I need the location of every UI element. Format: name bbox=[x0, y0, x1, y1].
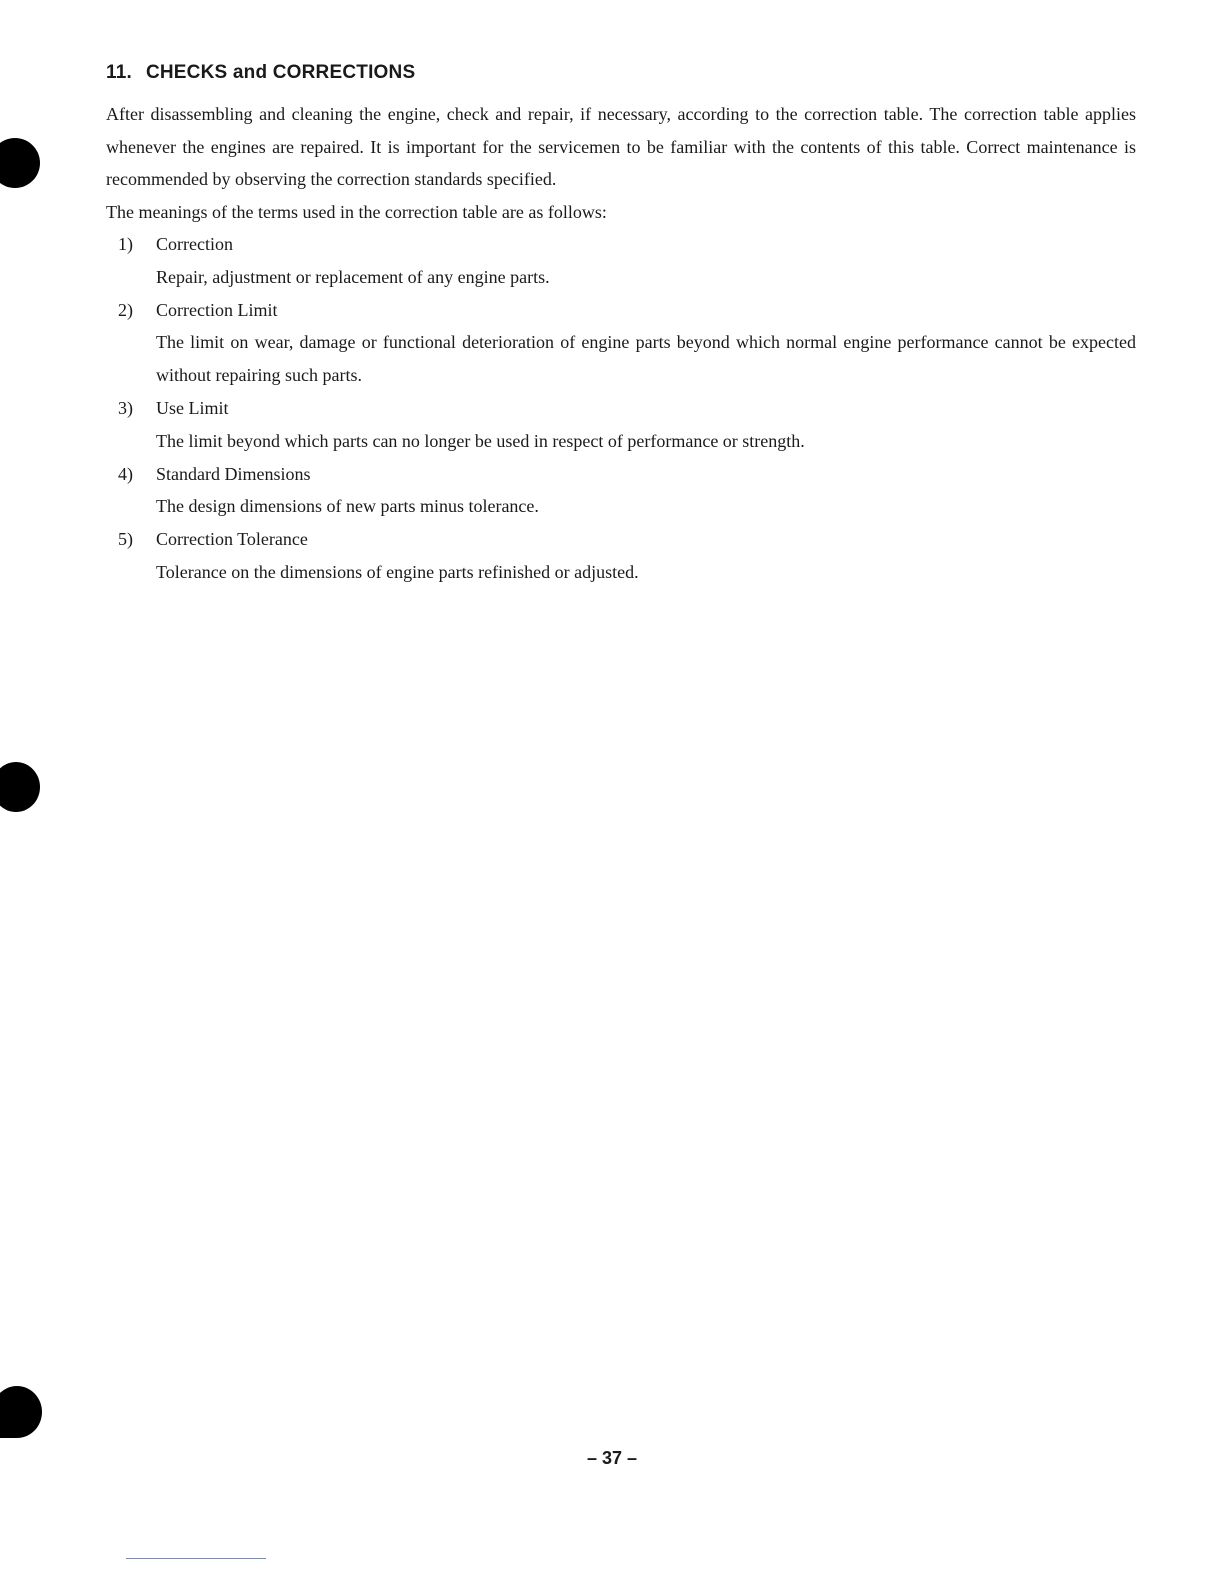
term-name: Standard Dimensions bbox=[156, 463, 311, 484]
term-item bbox=[106, 458, 1136, 524]
term-description: The limit on wear, damage or functional deterioration of engine parts beyond which normal engine performance cannot be expected without repairing such parts. bbox=[156, 332, 1136, 385]
term-number: 5) bbox=[118, 529, 133, 549]
term-description: Repair, adjustment or replacement of any engine parts. bbox=[156, 266, 550, 287]
punch-hole-bottom bbox=[0, 1386, 42, 1438]
section-title: CHECKS and CORRECTIONS bbox=[145, 62, 416, 83]
term-item bbox=[106, 523, 1136, 589]
term-item bbox=[106, 294, 1136, 393]
term-name: Correction bbox=[156, 234, 233, 254]
term-name: Correction Limit bbox=[156, 299, 278, 320]
page-number: – 37 – bbox=[586, 1448, 638, 1468]
intro-paragraph: After disassembling and cleaning the engine, check and repair, if necessary, according to the correction table. The correction table applies whenever the engines are repaired. It is important for the servicemen to be familiar with the contents of this table. Correct maintenance is recommended by observing the correction standards specified. bbox=[106, 104, 1136, 189]
term-number: 4) bbox=[118, 463, 133, 484]
punch-hole-middle bbox=[0, 762, 40, 812]
punch-hole-top bbox=[0, 138, 40, 188]
term-description: Tolerance on the dimensions of engine parts refinished or adjusted. bbox=[156, 561, 639, 582]
term-name: Correction Tolerance bbox=[156, 529, 308, 549]
bottom-rule bbox=[126, 1558, 266, 1559]
terms-list bbox=[106, 228, 1136, 589]
term-number: 3) bbox=[118, 398, 133, 418]
term-description: The limit beyond which parts can no longer be used in respect of performance or strength. bbox=[156, 430, 805, 451]
term-number: 2) bbox=[118, 299, 133, 320]
term-description: The design dimensions of new parts minus tolerance. bbox=[156, 496, 539, 516]
page-content bbox=[106, 62, 1136, 589]
term-item bbox=[106, 392, 1136, 458]
term-item bbox=[106, 228, 1136, 294]
term-name: Use Limit bbox=[156, 398, 229, 418]
term-number: 1) bbox=[118, 234, 133, 254]
meanings-intro: The meanings of the terms used in the correction table are as follows: bbox=[106, 201, 607, 222]
section-heading bbox=[106, 62, 1136, 84]
section-number: 11. bbox=[106, 62, 132, 83]
